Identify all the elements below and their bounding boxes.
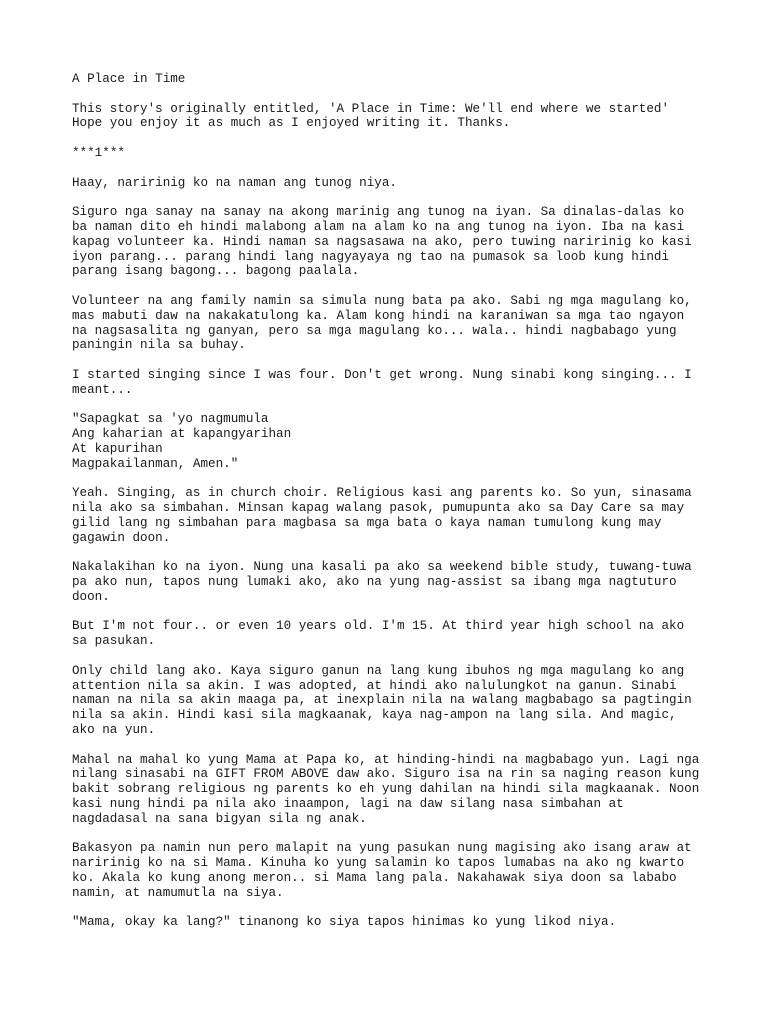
paragraph: Mahal na mahal ko yung Mama at Papa ko, at hinding-hindi na magbabago yun. Lagi nga nilang sinasabi na GIFT FROM ABOVE daw ako. Siguro isa na rin sa naging reason kung bakit sobrang religious ng parents ko eh yung dahilan na hindi sila magkaanak. Noon kasi nung hindi pa nila ako inaampon, lagi na daw silang nasa simbahan at nagdadasal na sana bigyan sila ng anak.: [72, 752, 700, 826]
paragraph: I started singing since I was four. Don't get wrong. Nung sinabi kong singing... I meant...: [72, 367, 692, 397]
paragraph: Nakalakihan ko na iyon. Nung una kasali pa ako sa weekend bible study, tuwang-tuwa pa ako nun, tapos nung lumaki ako, ako na yung nag-assist sa ibang mga nagtuturo doon.: [72, 560, 692, 604]
paragraph: Volunteer na ang family namin sa simula nung bata pa ako. Sabi ng mga magulang ko, mas mabuti daw na nakakatulong ka. Alam kong hindi na karaniwan sa mga tao ngayon na nagsasalita ng ganyan, pero sa mga magulang ko... wala.. hindi nagbabago yung paningin nila sa buhay.: [72, 293, 692, 353]
dialogue-line: "Mama, okay ka lang?" tinanong ko siya tapos hinimas ko yung likod niya.: [72, 915, 617, 930]
story-text: [72, 72, 732, 945]
paragraph: Yeah. Singing, as in church choir. Religious kasi ang parents ko. So yun, sinasama nila ako sa simbahan. Minsan kapag walang pasok, pumupunta ako sa Day Care sa may gilid lang ng simbahan para magbasa sa mga bata o kaya naman tumulong kung may gagawin doon.: [72, 486, 692, 545]
author-note: This story's originally entitled, 'A Place in Time: We'll end where we started' Hope you enjoy it as much as I enjoyed writing it. Thanks.: [72, 101, 670, 131]
chapter-heading: ***1***: [72, 145, 125, 160]
paragraph: Only child lang ako. Kaya siguro ganun na lang kung ibuhos ng mga magulang ko ang attention nila sa akin. I was adopted, at hindi ako nalulungkot na ganun. Sinabi naman na nila sa akin maaga pa, at inexplain nila na walang magbabago sa pagtingin nila sa akin. Hindi kasi sila magkaanak, kaya nag-ampon na lang sila. And magic, ako na yun.: [72, 663, 692, 738]
paragraph: Haay, naririnig ko na naman ang tunog niya.: [72, 175, 397, 190]
paragraph: Siguro nga sanay na sanay na akong marinig ang tunog na iyan. Sa dinalas-dalas ko ba naman dito eh hindi malabong alam na alam ko na ang tunog na iyon. Iba na kasi kapag volunteer ka. Hindi naman sa nagsasawa na ako, pero tuwing naririnig ko kasi iyon parang... parang hindi lang nagyayaya ng tao na pumasok sa loob kung hindi parang isang bagong... bagong paalala.: [72, 205, 692, 279]
story-title: A Place in Time: [72, 72, 186, 86]
paragraph: But I'm not four.. or even 10 years old. I'm 15. At third year high school na ako sa pasukan.: [72, 619, 685, 649]
song-lyrics: "Sapagkat sa 'yo nagmumula Ang kaharian at kapangyarihan At kapurihan Magpakailanman, Amen.": [72, 412, 292, 471]
paragraph: Bakasyon pa namin nun pero malapit na yung pasukan nung magising ako isang araw at naririnig ko na si Mama. Kinuha ko yung salamin ko tapos lumabas na ako ng kwarto ko. Akala ko kung anong meron.. si Mama lang pala. Nakahawak siya doon sa lababo namin, at namumutla na siya.: [72, 841, 692, 900]
